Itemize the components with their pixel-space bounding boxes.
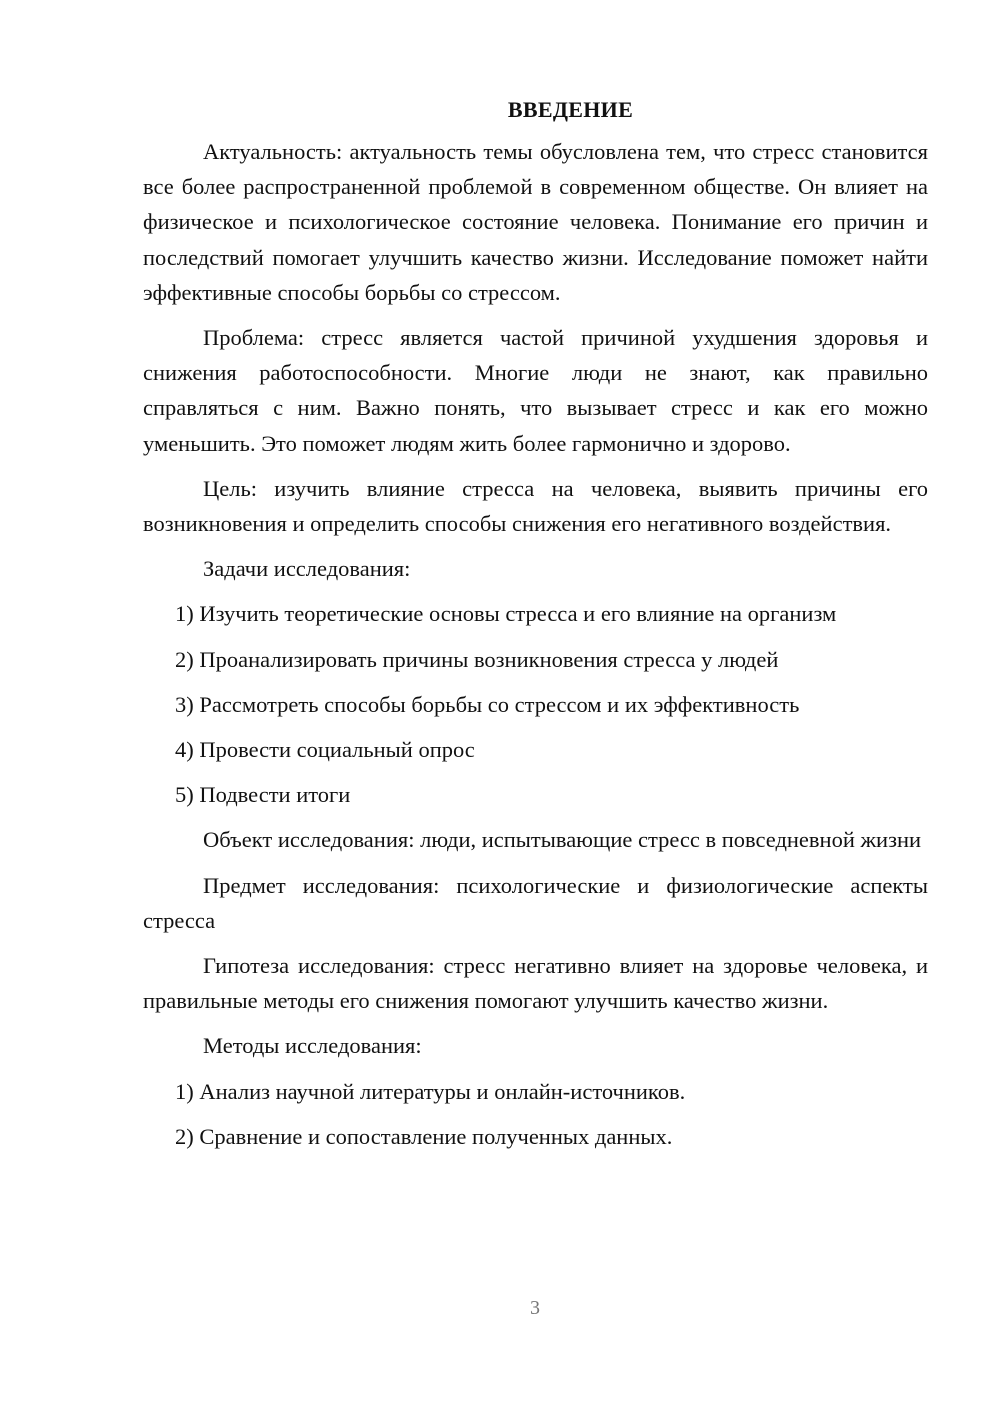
page-title: ВВЕДЕНИЕ <box>507 97 634 122</box>
task-item-4: 4) Провести социальный опрос <box>175 737 475 763</box>
task-item-1: 1) Изучить теоретические основы стресса и его влияние на организм <box>175 601 837 627</box>
method-item-1: 1) Анализ научной литературы и онлайн-источников. <box>175 1078 686 1104</box>
paragraph-goal: Цель: изучить влияние стресса на человека, выявить причины его возникновения и определить способы снижения его негативного воздействия. <box>143 475 928 537</box>
paragraph-relevance: Актуальность: актуальность темы обусловлена тем, что стресс становится все более распространенной проблемой в современном обществе. Он влияет на физическое и психологическое состояние человека. Понимание его причин и последствий помогает улучшить качество жизни. Исследование поможет найти эффективные способы борьбы со стрессом. <box>143 139 928 305</box>
paragraph-subject: Предмет исследования: психологические и физиологические аспекты стресса <box>143 872 928 933</box>
task-item-2: 2) Проанализировать причины возникновения стресса у людей <box>175 646 779 672</box>
tasks-heading: Задачи исследования: <box>203 556 411 582</box>
paragraph-object: Объект исследования: люди, испытывающие стресс в повседневной жизни <box>203 827 922 853</box>
task-item-3: 3) Рассмотреть способы борьбы со стрессом и их эффективность <box>175 691 800 717</box>
task-item-5: 5) Подвести итоги <box>175 782 351 808</box>
page-number: 3 <box>530 1297 540 1319</box>
paragraph-hypothesis: Гипотеза исследования: стресс негативно влияет на здоровье человека, и правильные методы его снижения помогают улучшить качество жизни. <box>143 953 928 1014</box>
method-item-2: 2) Сравнение и сопоставление полученных данных. <box>175 1123 673 1149</box>
document-page <box>143 94 928 1164</box>
paragraph-problem: Проблема: стресс является частой причиной ухудшения здоровья и снижения работоспособности. Многие люди не знают, как правильно справляться с ним. Важно понять, что вызывает стресс и как его можно уменьшить. Это поможет людям жить более гармонично и здорово. <box>143 325 928 456</box>
methods-heading: Методы исследования: <box>203 1033 422 1059</box>
